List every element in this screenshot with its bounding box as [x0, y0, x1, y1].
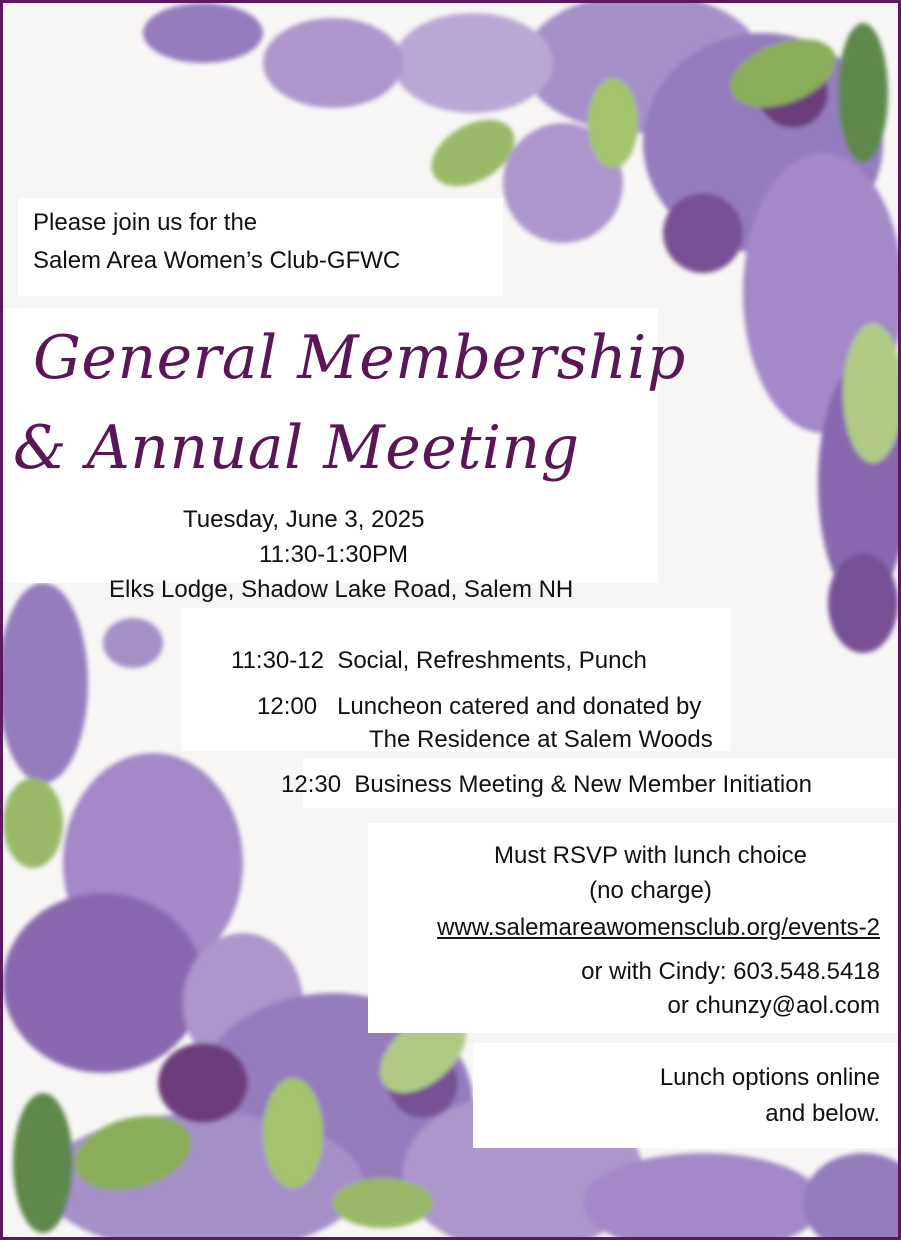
schedule-text: Luncheon catered and donated by [337, 693, 702, 720]
lunch-options-line-2: and below. [765, 1100, 880, 1127]
schedule-time: 11:30-12 [231, 647, 324, 674]
rsvp-line-2: (no charge) [589, 877, 712, 904]
event-location: Elks Lodge, Shadow Lake Road, Salem NH [109, 576, 574, 603]
schedule-item-2-continued: The Residence at Salem Woods [369, 726, 713, 753]
rsvp-website-link[interactable]: www.salemareawomensclub.org/events-2 [437, 914, 880, 941]
rsvp-line-1: Must RSVP with lunch choice [493, 842, 808, 869]
schedule-text: Social, Refreshments, Punch [337, 647, 647, 674]
schedule-text: Business Meeting & New Member Initiation [354, 771, 812, 798]
title-line-1: General Membership [33, 323, 686, 393]
rsvp-email: or chunzy@aol.com [667, 992, 880, 1019]
intro-line-2: Salem Area Women’s Club-GFWC [33, 247, 401, 274]
lunch-panel [473, 1043, 898, 1148]
lunch-options-line-1: Lunch options online [659, 1064, 880, 1091]
title-line-2: & Annual Meeting [13, 413, 580, 483]
intro-line-1: Please join us for the [33, 209, 258, 236]
schedule-time: 12:30 [281, 771, 342, 798]
schedule-time: 12:00 [257, 693, 318, 720]
event-date: Tuesday, June 3, 2025 [183, 506, 425, 533]
event-time: 11:30-1:30PM [259, 541, 408, 568]
schedule-item-1 [231, 646, 647, 676]
rsvp-phone: or with Cindy: 603.548.5418 [581, 958, 880, 985]
schedule-item-3 [281, 770, 812, 800]
schedule-item-2 [257, 692, 701, 722]
